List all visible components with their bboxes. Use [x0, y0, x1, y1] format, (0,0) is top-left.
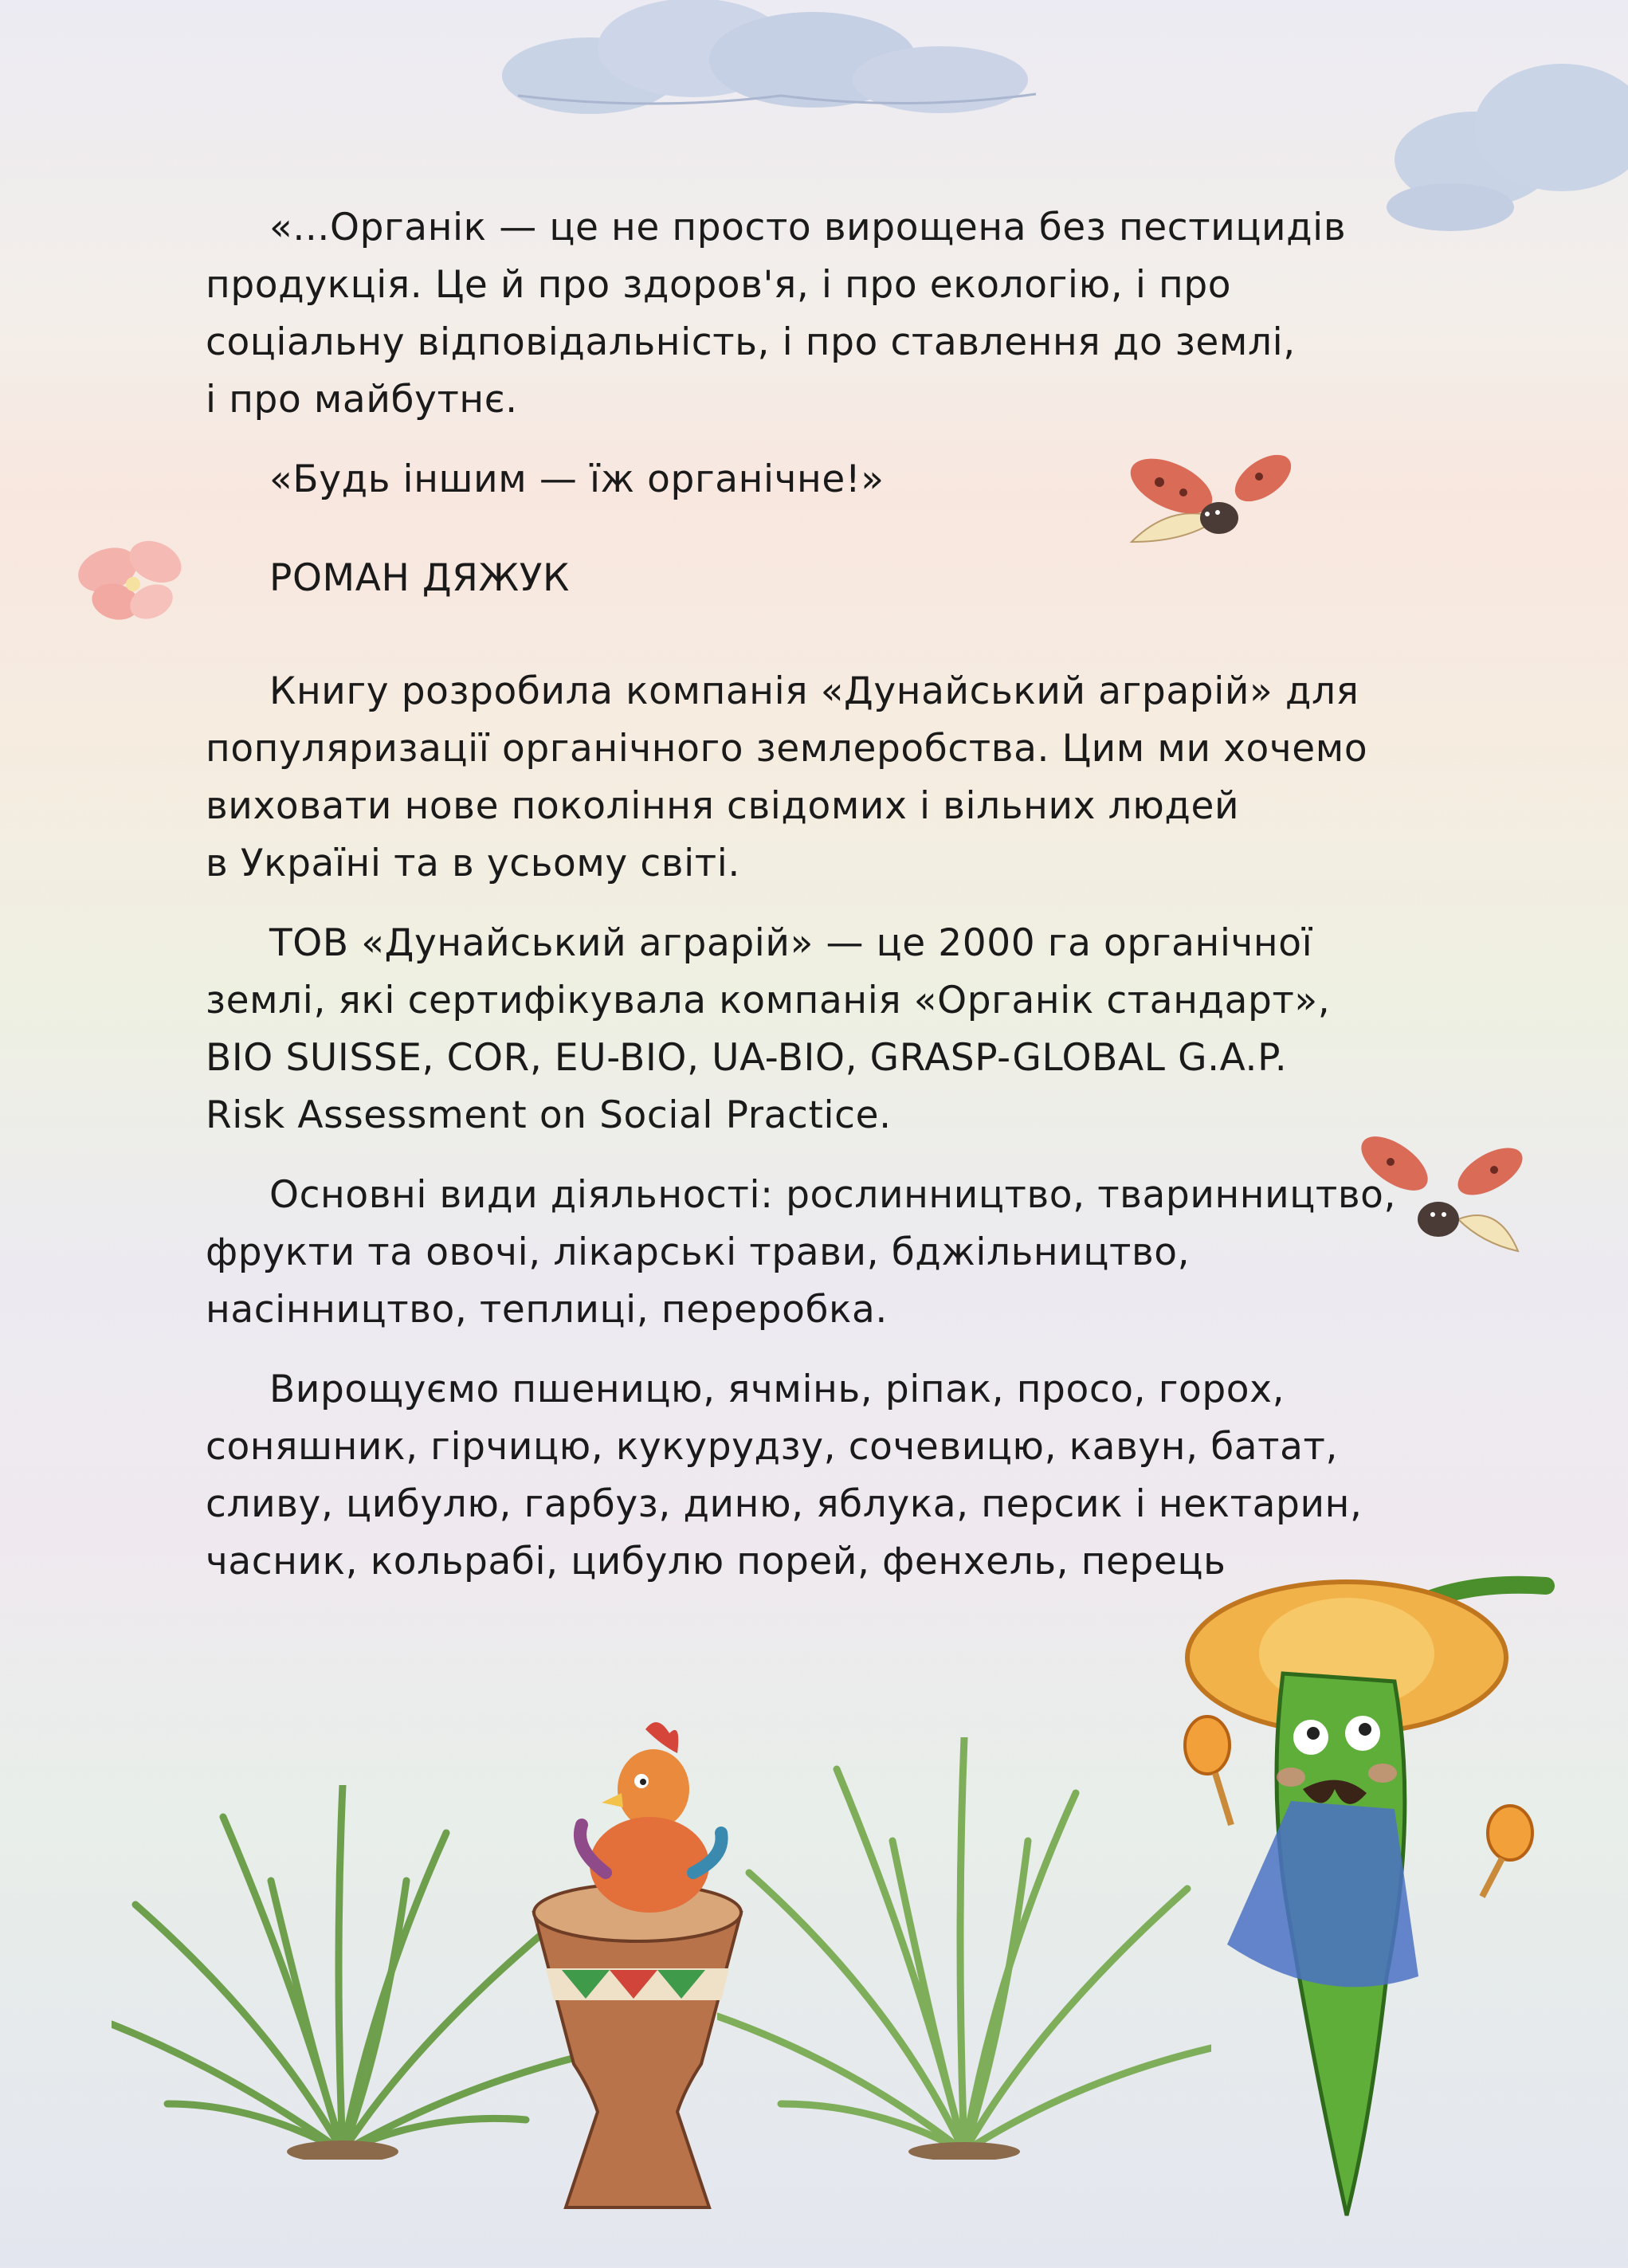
crops-paragraph: Вирощуємо пшеницю, ячмінь, ріпак, просо, горох, соняшник, гірчицю, кукурудзу, сочевицю, кавун, батат, сливу, цибулю, гарбуз, диню, яблука, персик і нектарин, часник, кольрабі, цибулю порей, фенхель, перець: [206, 1367, 1363, 1583]
quote-author: РОМАН ДЯЖУК: [269, 556, 570, 600]
quote-paragraph: «...Органік — це не просто вирощена без пестицидів продукція. Це й про здоров'я, і про екологію, і про соціальну відповідальність, і про ставлення до землі, і про майбутнє.: [206, 206, 1347, 422]
book-info-paragraph: Книгу розробила компанія «Дунайський аграрій» для популяризації органічного землеробства. Цим ми хочемо виховати нове покоління свідомих і вільних людей в Україні та в усьому світі.: [206, 669, 1368, 885]
flower-illustration: [72, 526, 191, 630]
cloud-illustration: [494, 0, 1068, 128]
grass-illustration: [112, 1785, 582, 2160]
rooster-illustration: [558, 1713, 733, 1921]
company-certification-paragraph: ТОВ «Дунайський аграрій» — це 2000 га органічної землі, які сертифікувала компанія «Органік стандарт», BIO SUISSE, COR, EU-BIO, UA-BIO, GRASP-GLOBAL G.A.P. Risk Assessment on Social Practice.: [206, 921, 1331, 1137]
activities-paragraph: Основні види діяльності: рослинництво, тваринництво, фрукти та овочі, лікарські трави, бджільництво, насінництво, теплиці, переробка.: [206, 1173, 1397, 1332]
pepper-character-illustration: [1132, 1562, 1578, 2231]
slogan-paragraph: «Будь іншим — їж органічне!»: [269, 457, 885, 501]
drum-illustration: [526, 1881, 749, 2215]
text-block: [206, 199, 1481, 1591]
